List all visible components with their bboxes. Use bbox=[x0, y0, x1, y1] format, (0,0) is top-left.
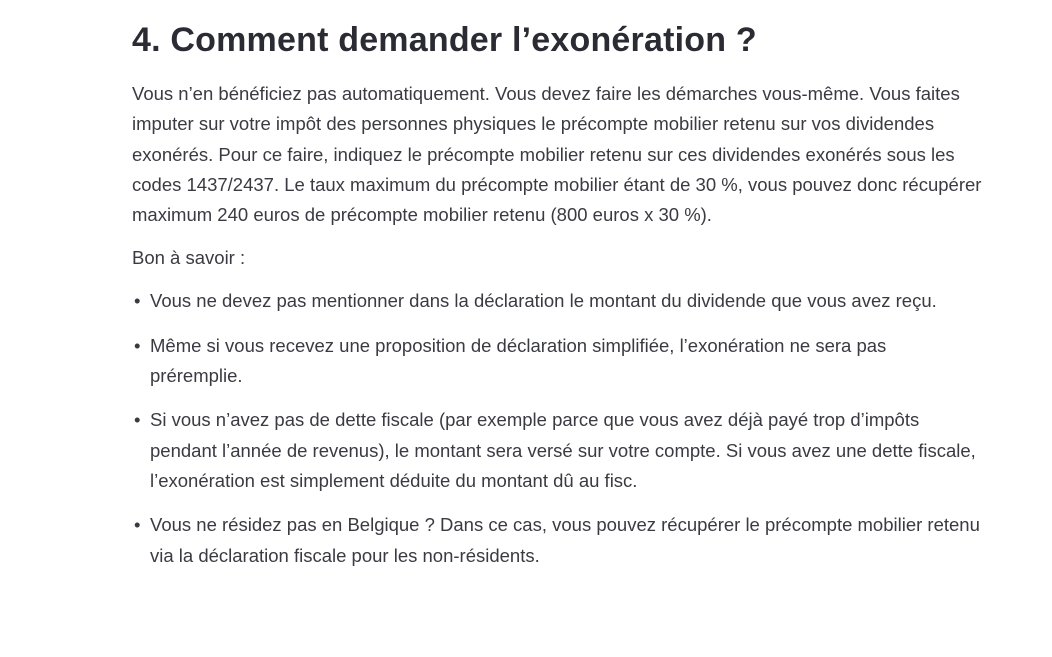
list-item bbox=[132, 331, 982, 392]
bullet-icon: • bbox=[134, 334, 141, 356]
bullet-icon: • bbox=[134, 514, 141, 536]
list-item bbox=[132, 286, 982, 316]
bullet-icon: • bbox=[134, 290, 141, 312]
list-item-text: Vous ne résidez pas en Belgique ? Dans ce cas, vous pouvez récupérer le précompte mobilier retenu via la déclaration fiscale pour les non-résidents. bbox=[150, 514, 980, 566]
list-item-text: Même si vous recevez une proposition de déclaration simplifiée, l’exonération ne sera pas préremplie. bbox=[150, 334, 887, 387]
tips-list bbox=[132, 286, 982, 570]
section-heading: 4. Comment demander l’exonération ? bbox=[132, 21, 757, 59]
intro-paragraph: Vous n’en bénéficiez pas automatiquement. Vous devez faire les démarches vous-même. Vous faites imputer sur votre impôt des personnes physiques le précompte mobilier retenu sur vos dividendes exonérés. Pour ce faire, indiquez le précompte mobilier retenu sur ces dividendes exonérés sous les codes 1437/2437. Le taux maximum du précompte mobilier étant de 30 %, vous pouvez donc récupérer maximum 240 euros de précompte mobilier retenu (800 euros x 30 %). bbox=[132, 83, 982, 226]
good-to-know-label: Bon à savoir : bbox=[132, 247, 246, 269]
list-item-text: Vous ne devez pas mentionner dans la déclaration le montant du dividende que vous avez reçu. bbox=[150, 290, 937, 312]
list-item-text: Si vous n’avez pas de dette fiscale (par exemple parce que vous avez déjà payé trop d’impôts pendant l’année de revenus), le montant sera versé sur votre compte. Si vous avez une dette fiscale, l’exonération est simplement déduite du montant dû au fisc. bbox=[150, 409, 976, 491]
list-item bbox=[132, 510, 982, 571]
list-item bbox=[132, 405, 982, 496]
bullet-icon: • bbox=[134, 409, 141, 431]
article-section bbox=[132, 0, 982, 585]
